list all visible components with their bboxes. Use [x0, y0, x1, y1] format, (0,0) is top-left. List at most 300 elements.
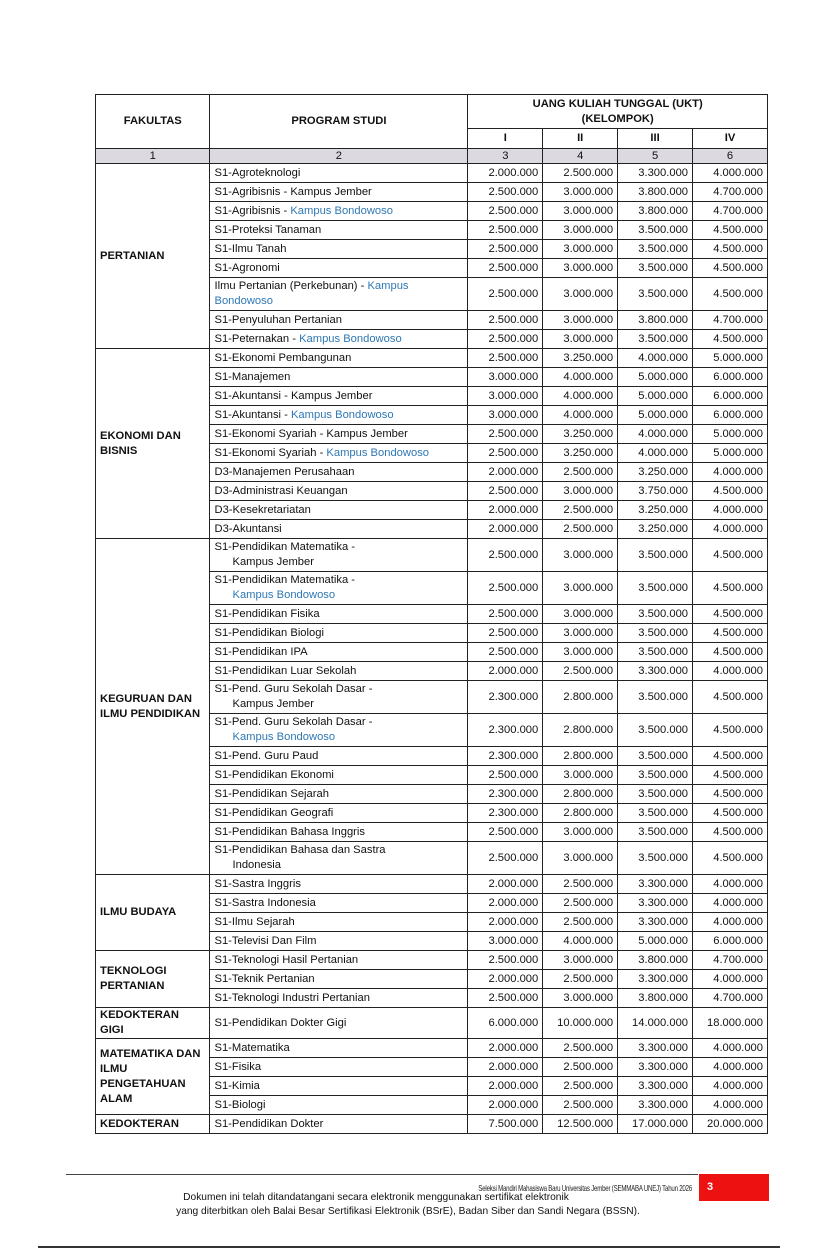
ukt-group-iv-value: 6.000.000: [693, 406, 768, 425]
page-number-badge: 3: [699, 1174, 769, 1201]
ukt-group-ii-value: 2.800.000: [543, 785, 618, 804]
ukt-group-i-value: 2.500.000: [468, 823, 543, 842]
program-name-cell: [210, 970, 468, 989]
header-fakultas: FAKULTAS: [96, 95, 210, 149]
ukt-group-iv-value: 20.000.000: [693, 1115, 768, 1134]
program-name: S1-Pendidikan Geografi: [214, 806, 334, 819]
ukt-group-iii-value: 4.000.000: [618, 425, 693, 444]
ukt-group-iv-value: 4.500.000: [693, 259, 768, 278]
ukt-group-iii-value: 5.000.000: [618, 406, 693, 425]
faculty-name: KEDOKTERAN GIGI: [96, 1008, 210, 1039]
header-ukt-line1: UANG KULIAH TUNGGAL (UKT): [532, 97, 703, 110]
program-name-cell: [210, 278, 468, 311]
ukt-group-i-value: 2.500.000: [468, 989, 543, 1008]
program-name: S1-Teknologi Hasil Pertanian: [214, 953, 359, 966]
ukt-group-iii-value: 3.500.000: [618, 330, 693, 349]
column-index: 2: [210, 149, 468, 164]
ukt-group-iv-value: 4.000.000: [693, 913, 768, 932]
program-name-cell: [210, 406, 468, 425]
header-group-iv: IV: [693, 129, 768, 149]
ukt-group-iii-value: 3.300.000: [618, 662, 693, 681]
header-ukt: [468, 95, 768, 129]
program-name: S1-Pendidikan Dokter: [214, 1117, 324, 1130]
program-name-cell: [210, 425, 468, 444]
ukt-group-iii-value: 3.300.000: [618, 164, 693, 183]
ukt-group-ii-value: 3.000.000: [543, 240, 618, 259]
program-name-cell: [210, 520, 468, 539]
ukt-group-ii-value: 3.000.000: [543, 330, 618, 349]
program-name: S1-Kimia: [214, 1079, 260, 1092]
ukt-group-iii-value: 17.000.000: [618, 1115, 693, 1134]
program-name-cell: [210, 368, 468, 387]
faculty-name: ILMU BUDAYA: [96, 875, 210, 951]
ukt-group-i-value: 2.500.000: [468, 330, 543, 349]
ukt-group-i-value: 2.000.000: [468, 894, 543, 913]
ukt-group-iii-value: 3.800.000: [618, 989, 693, 1008]
program-name-cell: [210, 183, 468, 202]
ukt-group-iii-value: 3.300.000: [618, 1096, 693, 1115]
ukt-group-ii-value: 3.000.000: [543, 643, 618, 662]
ukt-group-i-value: 2.000.000: [468, 1039, 543, 1058]
ukt-group-i-value: 2.500.000: [468, 259, 543, 278]
ukt-group-ii-value: 3.250.000: [543, 349, 618, 368]
ukt-group-iv-value: 6.000.000: [693, 932, 768, 951]
ukt-group-i-value: 2.300.000: [468, 681, 543, 714]
faculty-name: TEKNOLOGI PERTANIAN: [96, 951, 210, 1008]
ukt-group-iv-value: 4.000.000: [693, 164, 768, 183]
program-name: S1-Penyuluhan Pertanian: [214, 313, 342, 326]
ukt-group-i-value: 2.500.000: [468, 202, 543, 221]
program-name: S1-Pendidikan Matematika -: [214, 541, 356, 553]
program-name-cell: [210, 1096, 468, 1115]
ukt-group-iv-value: 5.000.000: [693, 349, 768, 368]
program-name: S1-Pendidikan Fisika: [214, 607, 320, 620]
program-name: S1-Pendidikan Biologi: [214, 626, 324, 639]
program-name: S1-Pendidikan Matematika -: [214, 574, 356, 586]
program-name: S1-Pendidikan Luar Sekolah: [214, 664, 357, 677]
ukt-group-iv-value: 4.500.000: [693, 681, 768, 714]
ukt-group-iii-value: 3.300.000: [618, 894, 693, 913]
program-name: S1-Ekonomi Syariah -: [214, 446, 327, 459]
program-name-continued: Kampus Jember: [232, 698, 314, 710]
faculty-name: KEGURUAN DAN ILMU PENDIDIKAN: [96, 539, 210, 875]
table-row: [96, 1115, 768, 1134]
program-name-cell: [210, 1039, 468, 1058]
program-name-cell: [210, 662, 468, 681]
ukt-group-i-value: 3.000.000: [468, 368, 543, 387]
ukt-group-ii-value: 3.000.000: [543, 221, 618, 240]
ukt-group-iii-value: 3.250.000: [618, 463, 693, 482]
ukt-group-ii-value: 10.000.000: [543, 1008, 618, 1039]
program-name-cell: [210, 259, 468, 278]
ukt-group-i-value: 2.500.000: [468, 539, 543, 572]
program-name: S1-Proteksi Tanaman: [214, 223, 322, 236]
ukt-group-iv-value: 4.500.000: [693, 221, 768, 240]
header-group-i: I: [468, 129, 543, 149]
ukt-group-iv-value: 4.500.000: [693, 747, 768, 766]
ukt-group-ii-value: 3.000.000: [543, 823, 618, 842]
faculty-name: KEDOKTERAN: [96, 1115, 210, 1134]
ukt-group-iii-value: 3.300.000: [618, 913, 693, 932]
ukt-group-i-value: 2.000.000: [468, 970, 543, 989]
program-name-cell: [210, 624, 468, 643]
ukt-group-iv-value: 4.500.000: [693, 624, 768, 643]
ukt-group-i-value: 2.500.000: [468, 605, 543, 624]
ukt-group-ii-value: 2.500.000: [543, 1039, 618, 1058]
ukt-group-iii-value: 5.000.000: [618, 387, 693, 406]
ukt-group-ii-value: 3.000.000: [543, 539, 618, 572]
ukt-table: [95, 94, 768, 1134]
campus-label: Kampus Bondowoso: [290, 408, 394, 421]
ukt-group-ii-value: 2.500.000: [543, 913, 618, 932]
campus-label: Kampus Bondowoso: [326, 446, 430, 459]
column-index: 4: [543, 149, 618, 164]
program-name-cell: [210, 989, 468, 1008]
program-name-cell: [210, 221, 468, 240]
program-name: S1-Ilmu Sejarah: [214, 915, 295, 928]
ukt-group-iii-value: 14.000.000: [618, 1008, 693, 1039]
program-name: S1-Pendidikan Dokter Gigi: [214, 1016, 347, 1029]
ukt-group-ii-value: 12.500.000: [543, 1115, 618, 1134]
program-name: S1-Televisi Dan Film: [214, 934, 317, 947]
ukt-group-iii-value: 3.500.000: [618, 240, 693, 259]
ukt-group-iv-value: 4.500.000: [693, 804, 768, 823]
program-name: S1-Teknologi Industri Pertanian: [214, 991, 370, 1004]
program-name-cell: [210, 681, 468, 714]
ukt-group-iv-value: 4.500.000: [693, 643, 768, 662]
campus-label: Kampus Bondowoso: [232, 589, 336, 601]
ukt-group-i-value: 2.300.000: [468, 804, 543, 823]
ukt-group-ii-value: 2.800.000: [543, 681, 618, 714]
ukt-group-i-value: 6.000.000: [468, 1008, 543, 1039]
program-name: D3-Administrasi Keuangan: [214, 484, 348, 497]
ukt-group-i-value: 2.000.000: [468, 875, 543, 894]
program-name: S1-Peternakan -: [214, 332, 300, 345]
ukt-group-ii-value: 3.000.000: [543, 842, 618, 875]
ukt-group-iv-value: 4.500.000: [693, 572, 768, 605]
ukt-group-iii-value: 3.500.000: [618, 747, 693, 766]
program-name-cell: [210, 444, 468, 463]
program-name-cell: [210, 463, 468, 482]
ukt-group-i-value: 2.500.000: [468, 240, 543, 259]
ukt-group-iii-value: 3.750.000: [618, 482, 693, 501]
ukt-group-i-value: 2.500.000: [468, 221, 543, 240]
ukt-group-i-value: 2.000.000: [468, 1096, 543, 1115]
ukt-group-i-value: 2.500.000: [468, 624, 543, 643]
program-name-cell: [210, 501, 468, 520]
ukt-group-i-value: 2.500.000: [468, 278, 543, 311]
campus-label: Kampus Bondowoso: [232, 731, 336, 743]
ukt-group-ii-value: 3.000.000: [543, 605, 618, 624]
campus-label: Kampus Bondowoso: [290, 204, 393, 217]
ukt-group-ii-value: 2.500.000: [543, 1077, 618, 1096]
ukt-group-iii-value: 3.300.000: [618, 1058, 693, 1077]
ukt-group-iv-value: 4.500.000: [693, 842, 768, 875]
ukt-group-ii-value: 2.500.000: [543, 970, 618, 989]
ukt-group-iii-value: 3.300.000: [618, 1077, 693, 1096]
ukt-group-ii-value: 2.500.000: [543, 1058, 618, 1077]
ukt-group-ii-value: 2.500.000: [543, 894, 618, 913]
signature-notice-line1: Dokumen ini telah ditandatangani secara elektronik menggunakan sertifikat elektronik: [183, 1192, 569, 1203]
ukt-group-iv-value: 18.000.000: [693, 1008, 768, 1039]
ukt-group-iv-value: 4.000.000: [693, 1096, 768, 1115]
program-name: S1-Sastra Indonesia: [214, 896, 316, 909]
ukt-group-ii-value: 3.000.000: [543, 482, 618, 501]
ukt-group-iii-value: 4.000.000: [618, 349, 693, 368]
ukt-group-iv-value: 4.500.000: [693, 605, 768, 624]
ukt-group-ii-value: 2.800.000: [543, 747, 618, 766]
program-name-cell: [210, 387, 468, 406]
ukt-group-ii-value: 2.500.000: [543, 875, 618, 894]
ukt-group-iv-value: 4.000.000: [693, 1039, 768, 1058]
ukt-group-iii-value: 3.300.000: [618, 1039, 693, 1058]
ukt-group-iv-value: 4.700.000: [693, 951, 768, 970]
ukt-group-iv-value: 4.500.000: [693, 785, 768, 804]
ukt-group-i-value: 2.500.000: [468, 643, 543, 662]
ukt-group-i-value: 2.500.000: [468, 951, 543, 970]
ukt-group-ii-value: 3.250.000: [543, 444, 618, 463]
ukt-group-ii-value: 3.000.000: [543, 766, 618, 785]
ukt-group-iv-value: 4.000.000: [693, 894, 768, 913]
ukt-group-i-value: 2.500.000: [468, 349, 543, 368]
program-name-cell: [210, 539, 468, 572]
ukt-group-iv-value: 6.000.000: [693, 387, 768, 406]
ukt-group-ii-value: 2.800.000: [543, 714, 618, 747]
ukt-group-ii-value: 3.000.000: [543, 259, 618, 278]
ukt-group-ii-value: 2.800.000: [543, 804, 618, 823]
program-name: D3-Kesekretariatan: [214, 503, 311, 516]
ukt-group-iii-value: 3.500.000: [618, 259, 693, 278]
program-name: S1-Pendidikan Bahasa dan Sastra: [214, 844, 386, 856]
ukt-group-iii-value: 3.500.000: [618, 643, 693, 662]
program-name: S1-Teknik Pertanian: [214, 972, 315, 985]
program-name-cell: [210, 482, 468, 501]
signature-notice-line2: yang diterbitkan oleh Balai Besar Sertifikasi Elektronik (BSrE), Badan Siber dan Sandi Negara (BSSN).: [176, 1206, 640, 1217]
ukt-group-ii-value: 3.000.000: [543, 183, 618, 202]
table-body: [96, 164, 768, 1134]
program-name: S1-Pend. Guru Sekolah Dasar -: [214, 683, 373, 695]
ukt-group-iv-value: 4.000.000: [693, 1077, 768, 1096]
ukt-group-iii-value: 3.300.000: [618, 970, 693, 989]
ukt-group-i-value: 2.500.000: [468, 572, 543, 605]
column-index-row: [96, 149, 768, 164]
ukt-group-iii-value: 3.500.000: [618, 539, 693, 572]
ukt-group-iii-value: 3.800.000: [618, 951, 693, 970]
ukt-group-ii-value: 4.000.000: [543, 932, 618, 951]
campus-label: Kampus Bondowoso: [214, 280, 409, 307]
program-name-cell: [210, 766, 468, 785]
program-name-cell: [210, 643, 468, 662]
header-program-studi: PROGRAM STUDI: [210, 95, 468, 149]
program-name: S1-Pend. Guru Sekolah Dasar -: [214, 716, 373, 728]
program-name-cell: [210, 842, 468, 875]
ukt-group-ii-value: 2.500.000: [543, 1096, 618, 1115]
column-index: 3: [468, 149, 543, 164]
table-row: [96, 1039, 768, 1058]
program-name: S1-Pendidikan Ekonomi: [214, 768, 334, 781]
ukt-group-iii-value: 3.300.000: [618, 875, 693, 894]
ukt-group-ii-value: 3.000.000: [543, 202, 618, 221]
header-group-ii: II: [543, 129, 618, 149]
header-group-iii: III: [618, 129, 693, 149]
table-row: [96, 349, 768, 368]
ukt-group-iv-value: 5.000.000: [693, 425, 768, 444]
faculty-name: PERTANIAN: [96, 164, 210, 349]
table-row: [96, 951, 768, 970]
ukt-group-i-value: 2.000.000: [468, 164, 543, 183]
ukt-group-iv-value: 4.000.000: [693, 970, 768, 989]
column-index: 6: [693, 149, 768, 164]
ukt-group-iv-value: 4.000.000: [693, 520, 768, 539]
ukt-group-ii-value: 2.500.000: [543, 463, 618, 482]
ukt-group-i-value: 7.500.000: [468, 1115, 543, 1134]
ukt-group-i-value: 2.000.000: [468, 662, 543, 681]
ukt-group-ii-value: 3.250.000: [543, 425, 618, 444]
ukt-group-iii-value: 3.800.000: [618, 311, 693, 330]
ukt-group-i-value: 2.500.000: [468, 311, 543, 330]
ukt-group-iv-value: 4.500.000: [693, 330, 768, 349]
ukt-group-iv-value: 4.500.000: [693, 278, 768, 311]
ukt-group-i-value: 2.500.000: [468, 482, 543, 501]
ukt-group-iii-value: 3.500.000: [618, 572, 693, 605]
ukt-group-i-value: 2.300.000: [468, 747, 543, 766]
ukt-group-i-value: 2.500.000: [468, 183, 543, 202]
ukt-group-i-value: 2.500.000: [468, 425, 543, 444]
ukt-group-ii-value: 3.000.000: [543, 278, 618, 311]
program-name-cell: [210, 572, 468, 605]
column-index: 5: [618, 149, 693, 164]
program-name-continued: Indonesia: [232, 859, 282, 871]
ukt-group-ii-value: 3.000.000: [543, 572, 618, 605]
ukt-group-i-value: 2.500.000: [468, 842, 543, 875]
table-row: [96, 539, 768, 572]
footer-document-title: Seleksi Mandiri Mahasiswa Baru Universitas Jember (SEMMABA UNEJ) Tahun 2026: [478, 1183, 692, 1193]
program-name: S1-Manajemen: [214, 370, 291, 383]
ukt-group-iii-value: 3.800.000: [618, 202, 693, 221]
program-name: S1-Pendidikan Bahasa Inggris: [214, 825, 365, 838]
program-name: S1-Sastra Inggris: [214, 877, 301, 890]
ukt-group-iii-value: 3.500.000: [618, 221, 693, 240]
ukt-group-ii-value: 2.500.000: [543, 662, 618, 681]
program-name: S1-Agribisnis - Kampus Jember: [214, 185, 372, 198]
ukt-group-iii-value: 3.500.000: [618, 785, 693, 804]
program-name-cell: [210, 714, 468, 747]
ukt-group-i-value: 3.000.000: [468, 387, 543, 406]
ukt-group-ii-value: 3.000.000: [543, 624, 618, 643]
table-row: [96, 164, 768, 183]
program-name: S1-Ekonomi Pembangunan: [214, 351, 352, 364]
program-name-cell: [210, 932, 468, 951]
column-index: 1: [96, 149, 210, 164]
ukt-group-i-value: 3.000.000: [468, 406, 543, 425]
ukt-group-iv-value: 4.700.000: [693, 989, 768, 1008]
ukt-group-iii-value: 3.800.000: [618, 183, 693, 202]
program-name-cell: [210, 349, 468, 368]
ukt-group-i-value: 2.000.000: [468, 1077, 543, 1096]
program-name: S1-Akuntansi -: [214, 408, 291, 421]
ukt-group-iv-value: 4.500.000: [693, 823, 768, 842]
ukt-group-iii-value: 5.000.000: [618, 932, 693, 951]
ukt-group-iii-value: 3.500.000: [618, 278, 693, 311]
program-name-cell: [210, 202, 468, 221]
ukt-group-iv-value: 4.000.000: [693, 875, 768, 894]
program-name: Ilmu Pertanian (Perkebunan) -: [214, 280, 368, 292]
ukt-group-iv-value: 6.000.000: [693, 368, 768, 387]
program-name: S1-Ekonomi Syariah - Kampus Jember: [214, 427, 408, 440]
ukt-group-i-value: 2.000.000: [468, 913, 543, 932]
ukt-group-iv-value: 4.000.000: [693, 463, 768, 482]
table-row: [96, 1008, 768, 1039]
ukt-group-ii-value: 2.500.000: [543, 501, 618, 520]
ukt-group-iii-value: 4.000.000: [618, 444, 693, 463]
ukt-group-i-value: 2.500.000: [468, 444, 543, 463]
program-name-cell: [210, 311, 468, 330]
ukt-group-i-value: 3.000.000: [468, 932, 543, 951]
program-name-cell: [210, 913, 468, 932]
ukt-group-iii-value: 3.500.000: [618, 823, 693, 842]
program-name-cell: [210, 875, 468, 894]
program-name: D3-Akuntansi: [214, 522, 282, 535]
ukt-group-iii-value: 5.000.000: [618, 368, 693, 387]
ukt-group-ii-value: 2.500.000: [543, 164, 618, 183]
ukt-group-iv-value: 4.500.000: [693, 482, 768, 501]
program-name-cell: [210, 240, 468, 259]
ukt-group-i-value: 2.300.000: [468, 785, 543, 804]
ukt-group-iv-value: 4.000.000: [693, 1058, 768, 1077]
ukt-group-iii-value: 3.500.000: [618, 681, 693, 714]
ukt-group-i-value: 2.000.000: [468, 463, 543, 482]
ukt-group-iii-value: 3.500.000: [618, 714, 693, 747]
program-name-cell: [210, 1008, 468, 1039]
ukt-group-ii-value: 4.000.000: [543, 406, 618, 425]
table-header: [96, 95, 768, 164]
ukt-group-i-value: 2.000.000: [468, 1058, 543, 1077]
program-name: S1-Ilmu Tanah: [214, 242, 287, 255]
ukt-group-iii-value: 3.500.000: [618, 624, 693, 643]
program-name-cell: [210, 747, 468, 766]
program-name-cell: [210, 894, 468, 913]
footer-divider: [66, 1174, 698, 1175]
ukt-group-iii-value: 3.500.000: [618, 605, 693, 624]
ukt-group-ii-value: 3.000.000: [543, 311, 618, 330]
ukt-group-i-value: 2.500.000: [468, 766, 543, 785]
ukt-group-ii-value: 3.000.000: [543, 989, 618, 1008]
ukt-group-ii-value: 4.000.000: [543, 368, 618, 387]
ukt-group-iv-value: 5.000.000: [693, 444, 768, 463]
program-name: S1-Pendidikan Sejarah: [214, 787, 329, 800]
program-name-cell: [210, 164, 468, 183]
ukt-group-iii-value: 3.250.000: [618, 520, 693, 539]
ukt-group-iii-value: 3.500.000: [618, 766, 693, 785]
faculty-name: EKONOMI DAN BISNIS: [96, 349, 210, 539]
program-name: S1-Pendidikan IPA: [214, 645, 308, 658]
program-name-cell: [210, 1115, 468, 1134]
ukt-group-ii-value: 3.000.000: [543, 951, 618, 970]
program-name-cell: [210, 804, 468, 823]
ukt-group-iv-value: 4.000.000: [693, 501, 768, 520]
program-name-cell: [210, 1058, 468, 1077]
program-name: S1-Fisika: [214, 1060, 262, 1073]
ukt-group-iii-value: 3.500.000: [618, 804, 693, 823]
program-name-cell: [210, 951, 468, 970]
ukt-group-i-value: 2.000.000: [468, 520, 543, 539]
ukt-group-iv-value: 4.500.000: [693, 539, 768, 572]
ukt-group-i-value: 2.300.000: [468, 714, 543, 747]
program-name: S1-Pend. Guru Paud: [214, 749, 319, 762]
program-name-cell: [210, 785, 468, 804]
ukt-group-iv-value: 4.700.000: [693, 311, 768, 330]
program-name: S1-Agronomi: [214, 261, 280, 274]
